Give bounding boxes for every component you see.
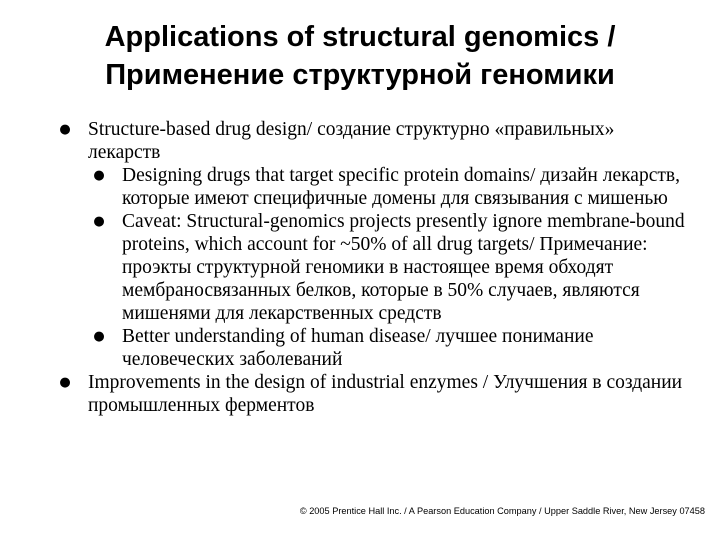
copyright-footer: © 2005 Prentice Hall Inc. / A Pearson Education Company / Upper Saddle River, New Jersey 07458 — [299, 506, 705, 516]
list-item-text: Caveat: Structural-genomics projects presently ignore membrane-bound proteins, which account for ~50% of all drug targets/ Примечание: проэкты структурной геномики в настоящее время обходят мембраносвязанных белков, которые в 50% случаев, являются мишенями для лекарственных средств — [122, 211, 685, 324]
bullet-icon: ● — [93, 329, 105, 344]
list-item — [48, 371, 688, 417]
list-item-text: Designing drugs that target specific protein domains/ дизайн лекарств, которые имеют специфичные домены для связывания с мишенью — [122, 165, 680, 209]
list-item — [48, 118, 688, 164]
title-line-russian: Применение структурной геномики — [105, 59, 615, 91]
bullet-list — [48, 118, 688, 417]
list-item-text: Structure-based drug design/ создание структурно «правильных» лекарств — [88, 119, 615, 163]
list-item-text: Better understanding of human disease/ лучшее понимание человеческих заболеваний — [122, 326, 594, 370]
bullet-icon: ● — [93, 168, 105, 183]
list-item — [48, 325, 688, 371]
list-item — [48, 210, 688, 325]
bullet-icon: ● — [93, 214, 105, 229]
bullet-icon: ● — [59, 375, 71, 390]
title-line-english: Applications of structural genomics / — [104, 21, 616, 53]
list-item-text: Improvements in the design of industrial enzymes / Улучшения в создании промышленных ферментов — [88, 372, 683, 416]
slide-title — [0, 18, 720, 94]
bullet-icon: ● — [59, 122, 71, 137]
list-item — [48, 164, 688, 210]
